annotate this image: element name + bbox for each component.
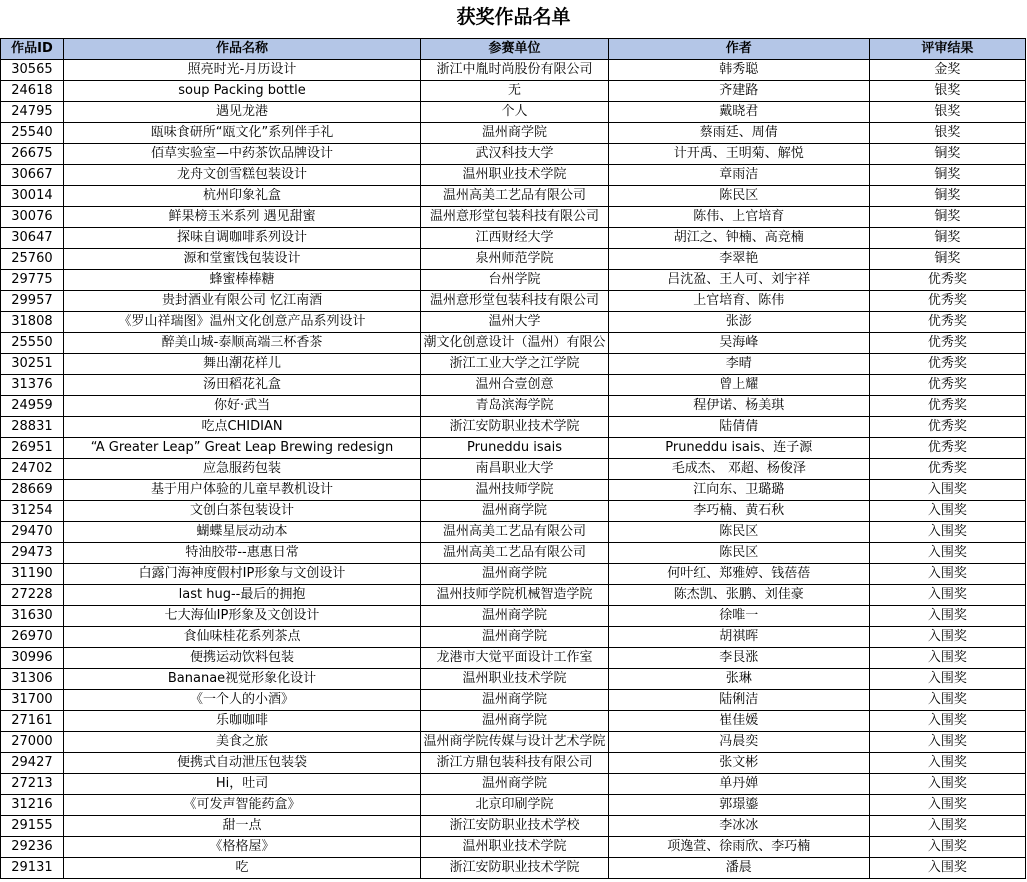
table-body (1, 60, 1026, 879)
work-name-cell: 佰草实验室—中药茶饮品牌设计 (63, 144, 420, 165)
author-cell: 郭璟鎏 (608, 795, 869, 816)
entrant-unit-cell: 浙江方鼎包装科技有限公司 (421, 753, 609, 774)
entrant-unit-cell: 江西财经大学 (421, 228, 609, 249)
result-cell: 入围奖 (869, 774, 1025, 795)
work-id-cell: 29131 (1, 858, 64, 879)
entrant-unit-cell: 潮文化创意设计（温州）有限公 (421, 333, 609, 354)
work-name-cell: 蝴蝶星辰动动本 (63, 522, 420, 543)
result-cell: 铜奖 (869, 249, 1025, 270)
entrant-unit-cell: Pruneddu isais (421, 438, 609, 459)
work-name-cell: 甜一点 (63, 816, 420, 837)
result-cell: 入围奖 (869, 501, 1025, 522)
work-name-cell: 探味自调咖啡系列设计 (63, 228, 420, 249)
table-row (1, 102, 1026, 123)
page-title: 获奖作品名单 (456, 6, 571, 28)
author-cell: 何叶红、郑雅婷、钱蓓蓓 (608, 564, 869, 585)
work-id-cell: 30014 (1, 186, 64, 207)
result-cell: 优秀奖 (869, 438, 1025, 459)
work-id-cell: 24618 (1, 81, 64, 102)
work-id-cell: 30251 (1, 354, 64, 375)
work-name-cell: 你好·武当 (63, 396, 420, 417)
result-cell: 入围奖 (869, 816, 1025, 837)
work-id-cell: 30647 (1, 228, 64, 249)
table-row (1, 711, 1026, 732)
entrant-unit-cell: 温州职业技术学院 (421, 669, 609, 690)
author-cell: 江向东、卫璐璐 (608, 480, 869, 501)
entrant-unit-cell: 温州商学院 (421, 501, 609, 522)
table-row (1, 396, 1026, 417)
work-id-cell: 30996 (1, 648, 64, 669)
work-id-cell: 25550 (1, 333, 64, 354)
entrant-unit-cell: 温州大学 (421, 312, 609, 333)
work-id-cell: 28669 (1, 480, 64, 501)
work-id-cell: 27161 (1, 711, 64, 732)
table-row (1, 459, 1026, 480)
work-name-cell: 鲜果榜玉米系列 遇见甜蜜 (63, 207, 420, 228)
author-cell: 冯晨奕 (608, 732, 869, 753)
entrant-unit-cell: 温州高美工艺品有限公司 (421, 522, 609, 543)
author-cell: 齐建路 (608, 81, 869, 102)
work-name-cell: 吃 (63, 858, 420, 879)
entrant-unit-cell: 浙江中胤时尚股份有限公司 (421, 60, 609, 81)
work-name-cell: 食仙味桂花系列茶点 (63, 627, 420, 648)
work-name-cell: Hi，吐司 (63, 774, 420, 795)
entrant-unit-cell: 台州学院 (421, 270, 609, 291)
table-row (1, 564, 1026, 585)
result-cell: 入围奖 (869, 606, 1025, 627)
work-id-cell: 30076 (1, 207, 64, 228)
work-name-cell: 文创白茶包装设计 (63, 501, 420, 522)
work-name-cell: 《可发声智能药盒》 (63, 795, 420, 816)
entrant-unit-cell: 龙港市大觉平面设计工作室 (421, 648, 609, 669)
author-cell: 曾上耀 (608, 375, 869, 396)
work-name-cell: “A Greater Leap” Great Leap Brewing redesign (63, 438, 420, 459)
header-author: 作者 (608, 39, 869, 60)
entrant-unit-cell: 泉州师范学院 (421, 249, 609, 270)
work-name-cell: last hug--最后的拥抱 (63, 585, 420, 606)
work-name-cell: 《罗山祥瑞图》温州文化创意产品系列设计 (63, 312, 420, 333)
work-name-cell: 白露门海神度假村IP形象与文创设计 (63, 564, 420, 585)
table-row (1, 123, 1026, 144)
result-cell: 铜奖 (869, 186, 1025, 207)
entrant-unit-cell: 温州意形堂包装科技有限公司 (421, 291, 609, 312)
work-id-cell: 29427 (1, 753, 64, 774)
work-name-cell: 蜂蜜棒棒糖 (63, 270, 420, 291)
work-name-cell: 贵封酒业有限公司 忆江南酒 (63, 291, 420, 312)
work-name-cell: 龙舟文创雪糕包装设计 (63, 165, 420, 186)
result-cell: 铜奖 (869, 144, 1025, 165)
table-row (1, 417, 1026, 438)
table-row (1, 333, 1026, 354)
work-id-cell: 31216 (1, 795, 64, 816)
author-cell: 蔡雨廷、周倩 (608, 123, 869, 144)
result-cell: 金奖 (869, 60, 1025, 81)
work-name-cell: 瓯味食研所“瓯文化”系列伴手礼 (63, 123, 420, 144)
work-name-cell: 美食之旅 (63, 732, 420, 753)
result-cell: 银奖 (869, 81, 1025, 102)
result-cell: 入围奖 (869, 711, 1025, 732)
table-row (1, 375, 1026, 396)
work-id-cell: 26970 (1, 627, 64, 648)
table-row (1, 774, 1026, 795)
author-cell: 陈民区 (608, 522, 869, 543)
result-cell: 铜奖 (869, 228, 1025, 249)
work-name-cell: soup Packing bottle (63, 81, 420, 102)
table-row (1, 60, 1026, 81)
result-cell: 优秀奖 (869, 291, 1025, 312)
author-cell: 陈民区 (608, 186, 869, 207)
work-name-cell: 应急服药包装 (63, 459, 420, 480)
work-name-cell: 七大海仙IP形象及文创设计 (63, 606, 420, 627)
result-cell: 入围奖 (869, 543, 1025, 564)
result-cell: 优秀奖 (869, 270, 1025, 291)
entrant-unit-cell: 温州职业技术学院 (421, 165, 609, 186)
author-cell: Pruneddu isais、连子源 (608, 438, 869, 459)
author-cell: 李巧楠、黄石秋 (608, 501, 869, 522)
result-cell: 入围奖 (869, 858, 1025, 879)
work-name-cell: 舞出潮花样儿 (63, 354, 420, 375)
work-id-cell: 31700 (1, 690, 64, 711)
work-id-cell: 31630 (1, 606, 64, 627)
table-row (1, 270, 1026, 291)
table-row (1, 858, 1026, 879)
work-name-cell: 《格格屋》 (63, 837, 420, 858)
author-cell: 韩秀聪 (608, 60, 869, 81)
table-row (1, 354, 1026, 375)
author-cell: 程伊诺、杨美琪 (608, 396, 869, 417)
entrant-unit-cell: 无 (421, 81, 609, 102)
result-cell: 入围奖 (869, 627, 1025, 648)
header-result: 评审结果 (869, 39, 1025, 60)
table-row (1, 501, 1026, 522)
author-cell: 单丹婵 (608, 774, 869, 795)
entrant-unit-cell: 温州技师学院机械智造学院 (421, 585, 609, 606)
entrant-unit-cell: 青岛滨海学院 (421, 396, 609, 417)
result-cell: 入围奖 (869, 480, 1025, 501)
work-name-cell: 基于用户体验的儿童早教机设计 (63, 480, 420, 501)
work-id-cell: 26951 (1, 438, 64, 459)
work-name-cell: 照亮时光-月历设计 (63, 60, 420, 81)
author-cell: 戴晓君 (608, 102, 869, 123)
entrant-unit-cell: 浙江工业大学之江学院 (421, 354, 609, 375)
author-cell: 李晴 (608, 354, 869, 375)
table-row (1, 438, 1026, 459)
entrant-unit-cell: 温州高美工艺品有限公司 (421, 186, 609, 207)
work-name-cell: 汤田稻花礼盒 (63, 375, 420, 396)
entrant-unit-cell: 浙江安防职业技术学校 (421, 816, 609, 837)
table-row (1, 690, 1026, 711)
entrant-unit-cell: 浙江安防职业技术学院 (421, 417, 609, 438)
table-row (1, 249, 1026, 270)
result-cell: 入围奖 (869, 585, 1025, 606)
work-id-cell: 28831 (1, 417, 64, 438)
work-id-cell: 25540 (1, 123, 64, 144)
table-row (1, 480, 1026, 501)
table-row (1, 648, 1026, 669)
table-row (1, 837, 1026, 858)
author-cell: 章雨洁 (608, 165, 869, 186)
result-cell: 优秀奖 (869, 396, 1025, 417)
result-cell: 优秀奖 (869, 417, 1025, 438)
work-name-cell: 杭州印象礼盒 (63, 186, 420, 207)
result-cell: 入围奖 (869, 648, 1025, 669)
author-cell: 崔佳媛 (608, 711, 869, 732)
result-cell: 入围奖 (869, 795, 1025, 816)
work-id-cell: 31254 (1, 501, 64, 522)
entrant-unit-cell: 温州商学院 (421, 711, 609, 732)
author-cell: 项逸萱、徐雨欣、李巧楠 (608, 837, 869, 858)
author-cell: 陈民区 (608, 543, 869, 564)
result-cell: 铜奖 (869, 207, 1025, 228)
author-cell: 计开禹、王明菊、解悦 (608, 144, 869, 165)
author-cell: 潘晨 (608, 858, 869, 879)
result-cell: 优秀奖 (869, 312, 1025, 333)
author-cell: 张文彬 (608, 753, 869, 774)
author-cell: 胡祺晖 (608, 627, 869, 648)
result-cell: 入围奖 (869, 564, 1025, 585)
entrant-unit-cell: 温州商学院 (421, 606, 609, 627)
author-cell: 张琳 (608, 669, 869, 690)
result-cell: 优秀奖 (869, 333, 1025, 354)
result-cell: 铜奖 (869, 165, 1025, 186)
work-id-cell: 31190 (1, 564, 64, 585)
author-cell: 李翠艳 (608, 249, 869, 270)
entrant-unit-cell: 温州意形堂包装科技有限公司 (421, 207, 609, 228)
author-cell: 吴海峰 (608, 333, 869, 354)
work-id-cell: 27213 (1, 774, 64, 795)
work-name-cell: 吃点CHIDIAN (63, 417, 420, 438)
author-cell: 陆倩倩 (608, 417, 869, 438)
entrant-unit-cell: 浙江安防职业技术学院 (421, 858, 609, 879)
work-id-cell: 29155 (1, 816, 64, 837)
work-id-cell: 27000 (1, 732, 64, 753)
author-cell: 陈伟、上官培育 (608, 207, 869, 228)
work-name-cell: 遇见龙港 (63, 102, 420, 123)
work-name-cell: 乐咖咖啡 (63, 711, 420, 732)
entrant-unit-cell: 温州商学院传媒与设计艺术学院 (421, 732, 609, 753)
work-id-cell: 30565 (1, 60, 64, 81)
author-cell: 上官培育、陈伟 (608, 291, 869, 312)
work-id-cell: 29957 (1, 291, 64, 312)
table-row (1, 543, 1026, 564)
work-id-cell: 25760 (1, 249, 64, 270)
table-row (1, 732, 1026, 753)
table-row (1, 795, 1026, 816)
work-id-cell: 30667 (1, 165, 64, 186)
work-name-cell: 便携式自动泄压包装袋 (63, 753, 420, 774)
table-row (1, 312, 1026, 333)
table-row (1, 522, 1026, 543)
entrant-unit-cell: 武汉科技大学 (421, 144, 609, 165)
author-cell: 李艮涨 (608, 648, 869, 669)
result-cell: 入围奖 (869, 522, 1025, 543)
result-cell: 入围奖 (869, 837, 1025, 858)
table-row (1, 165, 1026, 186)
table-row (1, 585, 1026, 606)
entrant-unit-cell: 温州商学院 (421, 690, 609, 711)
awards-table (0, 38, 1026, 879)
work-name-cell: 醉美山城-泰顺高端三杯香茶 (63, 333, 420, 354)
table-row (1, 669, 1026, 690)
table-row (1, 753, 1026, 774)
result-cell: 优秀奖 (869, 354, 1025, 375)
work-id-cell: 24795 (1, 102, 64, 123)
entrant-unit-cell: 温州高美工艺品有限公司 (421, 543, 609, 564)
entrant-unit-cell: 南昌职业大学 (421, 459, 609, 480)
work-id-cell: 29775 (1, 270, 64, 291)
work-id-cell: 31376 (1, 375, 64, 396)
result-cell: 优秀奖 (869, 459, 1025, 480)
result-cell: 入围奖 (869, 732, 1025, 753)
entrant-unit-cell: 个人 (421, 102, 609, 123)
entrant-unit-cell: 温州职业技术学院 (421, 837, 609, 858)
work-id-cell: 29473 (1, 543, 64, 564)
table-row (1, 291, 1026, 312)
author-cell: 毛成杰、 邓超、杨俊泽 (608, 459, 869, 480)
result-cell: 入围奖 (869, 753, 1025, 774)
table-row (1, 81, 1026, 102)
entrant-unit-cell: 温州商学院 (421, 627, 609, 648)
author-cell: 胡江之、钟楠、高竞楠 (608, 228, 869, 249)
result-cell: 银奖 (869, 102, 1025, 123)
work-id-cell: 29470 (1, 522, 64, 543)
entrant-unit-cell: 温州合壹创意 (421, 375, 609, 396)
work-id-cell: 31306 (1, 669, 64, 690)
work-name-cell: 便携运动饮料包装 (63, 648, 420, 669)
entrant-unit-cell: 温州商学院 (421, 774, 609, 795)
author-cell: 吕沈盈、王人可、刘宇祥 (608, 270, 869, 291)
table-row (1, 816, 1026, 837)
work-id-cell: 24702 (1, 459, 64, 480)
author-cell: 李冰冰 (608, 816, 869, 837)
table-row (1, 144, 1026, 165)
work-name-cell: 特油胶带--惠惠日常 (63, 543, 420, 564)
work-id-cell: 29236 (1, 837, 64, 858)
header-name: 作品名称 (63, 39, 420, 60)
table-row (1, 228, 1026, 249)
work-id-cell: 31808 (1, 312, 64, 333)
author-cell: 陆俐洁 (608, 690, 869, 711)
result-cell: 银奖 (869, 123, 1025, 144)
table-row (1, 606, 1026, 627)
header-unit: 参赛单位 (421, 39, 609, 60)
work-id-cell: 27228 (1, 585, 64, 606)
table-row (1, 186, 1026, 207)
header-id: 作品ID (1, 39, 64, 60)
table-row (1, 207, 1026, 228)
work-name-cell: Bananae视觉形象化设计 (63, 669, 420, 690)
work-name-cell: 《一个人的小酒》 (63, 690, 420, 711)
entrant-unit-cell: 温州技师学院 (421, 480, 609, 501)
author-cell: 张澎 (608, 312, 869, 333)
entrant-unit-cell: 温州商学院 (421, 564, 609, 585)
header-row (1, 39, 1026, 60)
author-cell: 陈杰凯、张鹏、刘佳豪 (608, 585, 869, 606)
result-cell: 优秀奖 (869, 375, 1025, 396)
result-cell: 入围奖 (869, 669, 1025, 690)
work-name-cell: 源和堂蜜饯包装设计 (63, 249, 420, 270)
table-row (1, 627, 1026, 648)
entrant-unit-cell: 北京印刷学院 (421, 795, 609, 816)
entrant-unit-cell: 温州商学院 (421, 123, 609, 144)
author-cell: 徐唯一 (608, 606, 869, 627)
result-cell: 入围奖 (869, 690, 1025, 711)
work-id-cell: 24959 (1, 396, 64, 417)
work-id-cell: 26675 (1, 144, 64, 165)
